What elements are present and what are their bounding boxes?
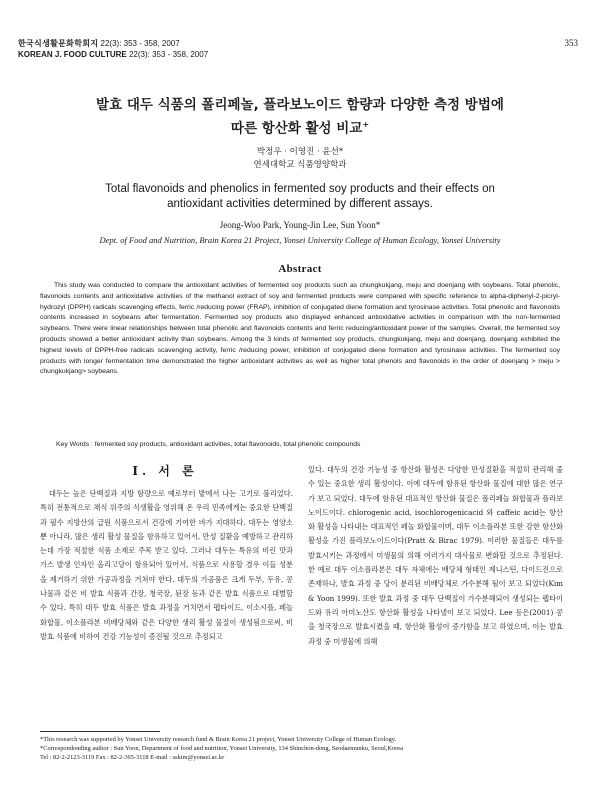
footnote-corresponding-author: *Correspondonding author : Sun Yoon, Department of food and nutrition, Yonsei University, 134 Shinchon-dong, Seodaemunku, Seoul,Korea — [40, 745, 403, 752]
english-affiliation: Dept. of Food and Nutrition, Brain Korea 21 Project, Yonsei University College of Human Ecology, Yonsei University — [99, 235, 501, 245]
keywords-label: Key Words : — [56, 441, 93, 448]
english-title — [0, 182, 600, 212]
footnote-funding: *This research was supported by Yonsei University research fund & Brain Korea 21 project, Yonsei University College of Human Ecology. — [40, 736, 397, 743]
page-number: 353 — [564, 38, 578, 48]
korean-title-line2: 따른 항산화 활성 비교 — [230, 120, 363, 137]
keywords-list: fermented soy products, antioxidant activities, total flavonoids, total phenolic compounds — [94, 441, 361, 448]
abstract-text: This study was conducted to compare the antioxidant activities of fermented soy products such as chungkukjang, meju and doenjang with soybeans. Total phenolic, flavonoids contents and antioxidative activities of the methanol extract of soy and fermented products were compared with specific reference to alpha-diphenyl-2-picryl-hydrozyl (DPPH) radicals scavenging effects, ferric /reducing power (FRAP), inhibition of conjugated diene formation and tyrosinase activities. Total phenolic and flavonoids contents increased in soybeans after fermentation. Fermented soy products also displayed enhanced antioxidative activities in comparison with the non-fermented soybeans. There were linear relationships between total phenolic and flavonoids contents and ferric reducing/antioxidant power of the samples. Overall, the fermented soy products showed a better antioxidant activity than soybeans. Among the 3 kinds of fermented soy products, chungkukjang, meju and doenjang, doenjang exhibited the highest levels of DPPH-free radicals scavenging activity, ferric /reducing power, inhibition of conjugated diene formation and tyrosinase activities. The fermented soy products with longer fermentation time demonstrated the higher antioxidant activities as well as higher total phenols and flavonoids in the order of doenjang > meju > chungkukjang> soybeans. — [40, 282, 560, 376]
intro-left-column: 대두는 높은 단백질과 지방 함량으로 예로부터 밭에서 나는 고기로 불리었다. 특히 전통적으로 채식 위주의 식생활을 영위해 온 우리 민족에게는 중요한 단백질과 필수 지방산의 급원 식품으로서 건강에 기여한 바가 지대하다. 대두는 영양소뿐 아니라, 많은 생리 활성 물질을 함유하고 있어서, 만성 질환을 예방하고 관리하는데 가장 적절한 식품 소재로 주목 받고 있다. 그러나 대두는 특유의 비린 맛과 가스 발생 인자인 올리고당이 함유되어 있어서, 식품으로 사용할 경우 이들 성분을 제거하기 위한 가공과정을 거쳐야 한다. 대두의 가공품은 크게 두부, 두유, 콩나물과 같은 비 발효 식품과 간장, 청국장, 된장 등과 같은 발효 식품으로 대별할 수 있다. 특히 대두 발효 식품은 발효 과정을 거치면서 펩타이드, 이소시플, 페놀 화합물, 이소플라본 비배당체와 같은 다양한 생리 활성 물질이 생성됨으로써, 비 발효 식품에 비하여 건강 기능성이 증진될 것으로 추정되고 — [40, 489, 293, 641]
journal-korean-row — [18, 38, 208, 49]
title-footnote-mark: + — [362, 120, 370, 129]
english-authors: Jeong-Woo Park, Young-Jin Lee, Sun Yoon* — [219, 220, 381, 230]
korean-title — [0, 95, 600, 139]
korean-authors-block — [0, 146, 600, 172]
keywords-line — [56, 441, 566, 448]
korean-authors: 박정우 · 이영진 · 윤선* — [256, 147, 344, 157]
journal-ref-english: 22(3): 353 - 358, 2007 — [128, 50, 209, 59]
section-heading-introduction: I. 서 론 — [132, 464, 198, 478]
english-title-line2: antioxidant activities determined by different assays. — [167, 198, 433, 210]
journal-english-row — [18, 49, 208, 60]
journal-ref-korean: 22(3): 353 - 358, 2007 — [100, 39, 180, 48]
footnotes — [40, 735, 580, 762]
korean-title-line1: 발효 대두 식품의 폴리페놀, 플라보노이드 함량과 다양한 측정 방법에 — [96, 97, 504, 113]
intro-right-column: 있다. 대두의 건강 기능성 중 항산화 활성은 다양한 만성질환을 적절히 관리해 줄 수 있는 중요한 생리 활성이다. 이에 대두에 함유된 항산화 물질에 대한 많은 연구가 보고 되었다. 대두에 함유된 대표적인 항산화 물질은 폴리페놀 화합물과 플라보노이드이다. chlorogenic acid, isochlorogenicacid 와 caffeic acid는 항산화 활성을 나타내는 대표적인 페놀 화합물이며, 대두 이소플라본 또한 강한 항산화 활성을 가진 플라보노이드이다(Pratt & Birac 1979). 이러한 물질들은 대두를 발효시키는 과정에서 미생물의 의해 여러가지 대사물로 변화할 것으로 추정된다. 한 예로 대두 이소플라본은 대두 자체에는 배당체 형태인 제니스틴, 다이드진으로 존재하나, 발효 과정 중 당이 분리된 비배당체로 가수분해 됨이 보고 되었다(Kim & Yoon 1999). 또한 발효 과정 중 대두 단백질이 가수분해되어 생성되는 펩타이드와 유리 아미노산도 항산화 활성을 나타낼이 보고 되었다. Lee 등은(2001) 콩을 청국장으로 발효시켰을 때, 항산화 활성이 증가함을 보고 하였으며, 이는 발효과정 중 미생물에 의해 — [308, 465, 563, 646]
english-title-line1: Total flavonoids and phenolics in fermented soy products and their effects on — [105, 183, 495, 195]
korean-affiliation: 연세대학교 식품영양학과 — [253, 160, 347, 170]
footnote-contact: Tel : 82-2-2123-3119 Fax : 82-2-365-3118 E-mail : sskim@yonsei.ac.kr — [40, 754, 225, 761]
journal-name-english: KOREAN J. FOOD CULTURE — [18, 50, 127, 59]
korean-title-line2-wrap — [0, 115, 600, 139]
journal-header — [18, 38, 208, 60]
abstract-heading: Abstract — [278, 263, 322, 275]
footnote-divider — [40, 731, 160, 732]
journal-name-korean: 한국식생활문화학회지 — [18, 39, 99, 48]
